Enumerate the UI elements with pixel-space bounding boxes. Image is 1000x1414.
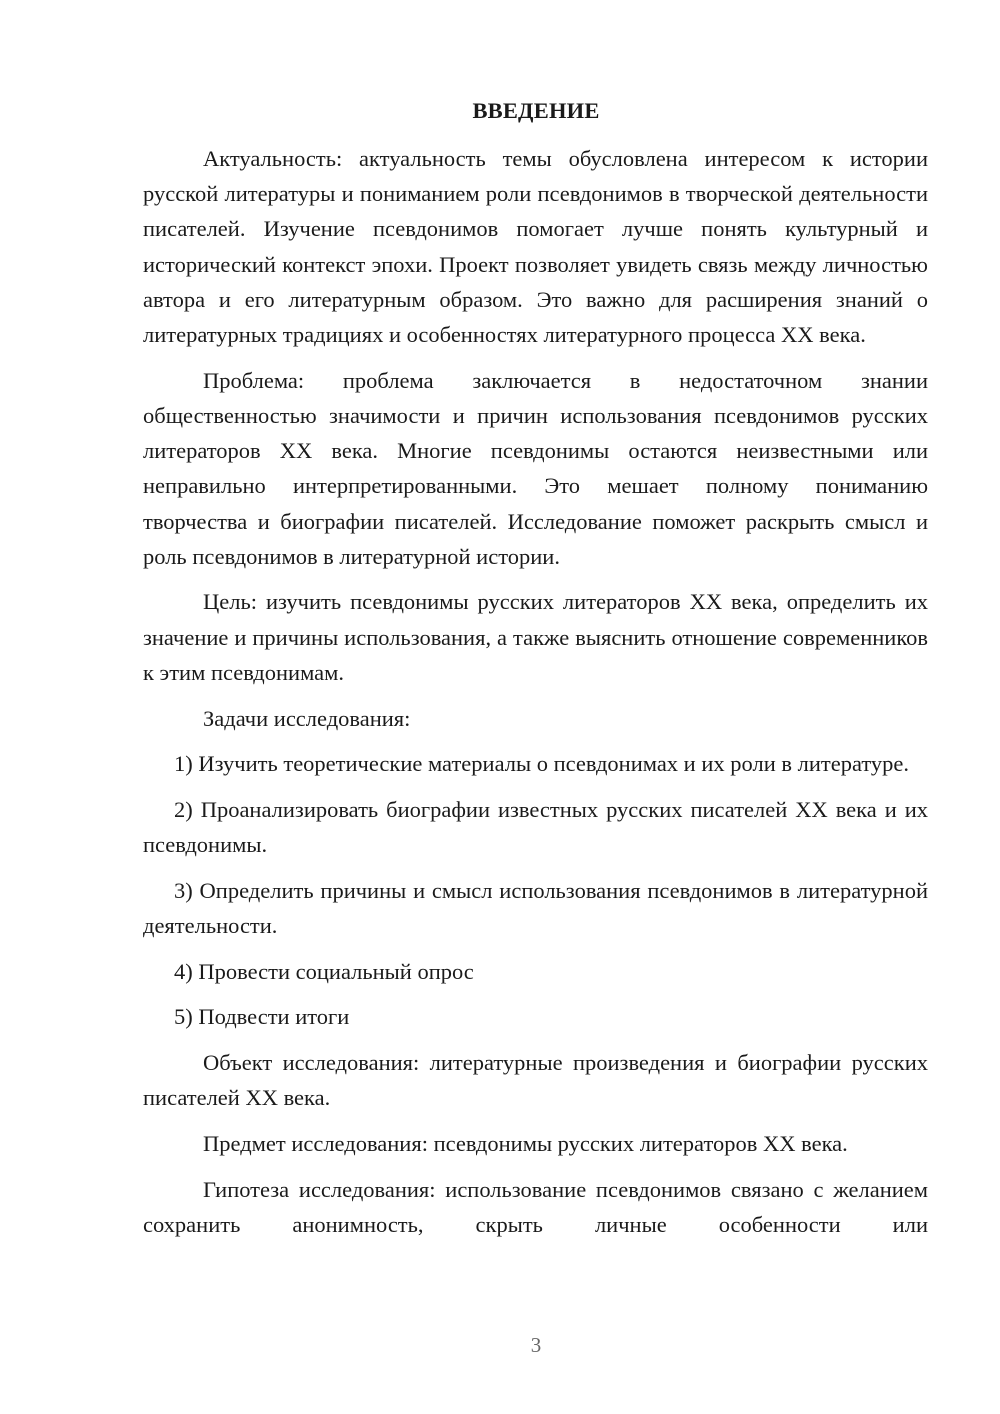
list-item-task-4: 4) Провести социальный опрос xyxy=(174,958,474,984)
paragraph-tasks-heading: Задачи исследования: xyxy=(203,705,411,731)
paragraph-subject: Предмет исследования: псевдонимы русских литераторов XX века. xyxy=(203,1131,848,1157)
list-item-task-1: 1) Изучить теоретические материалы о псевдонимах и их роли в литературе. xyxy=(174,751,909,777)
paragraph-goal: Цель: изучить псевдонимы русских литераторов XX века, определить их значение и причины использования, а также выяснить отношение современников к этим псевдонимам. xyxy=(143,589,928,685)
section-heading: ВВЕДЕНИЕ xyxy=(472,98,600,123)
paragraph-relevance: Актуальность: актуальность темы обусловлена интересом к истории русской литературы и пониманием роли псевдонимов в творческой деятельности писателей. Изучение псевдонимов помогает лучше понять культурный и исторический контекст эпохи. Проект позволяет увидеть связь между личностью автора и его литературным образом. Это важно для расширения знаний о литературных традициях и особенностях литературного процесса XX века. xyxy=(143,146,928,348)
paragraph-object: Объект исследования: литературные произведения и биографии русских писателей XX века. xyxy=(143,1050,928,1111)
paragraph-hypothesis: Гипотеза исследования: использование псевдонимов связано с желанием сохранить анонимность, скрыть личные особенности или xyxy=(143,1176,928,1237)
list-item-task-2: 2) Проанализировать биографии известных русских писателей XX века и их псевдонимы. xyxy=(143,796,928,858)
body-text xyxy=(143,141,928,1242)
list-item-task-5: 5) Подвести итоги xyxy=(174,1004,350,1030)
list-item-task-3: 3) Определить причины и смысл использования псевдонимов в литературной деятельности. xyxy=(143,877,928,939)
paragraph-problem: Проблема: проблема заключается в недостаточном знании общественностью значимости и причин использования псевдонимов русских литераторов XX века. Многие псевдонимы остаются неизвестными или неправильно интерпретированными. Это мешает полному пониманию творчества и биографии писателей. Исследование поможет раскрыть смысл и роль псевдонимов в литературной истории. xyxy=(143,367,928,569)
page-number: 3 xyxy=(530,1333,542,1357)
